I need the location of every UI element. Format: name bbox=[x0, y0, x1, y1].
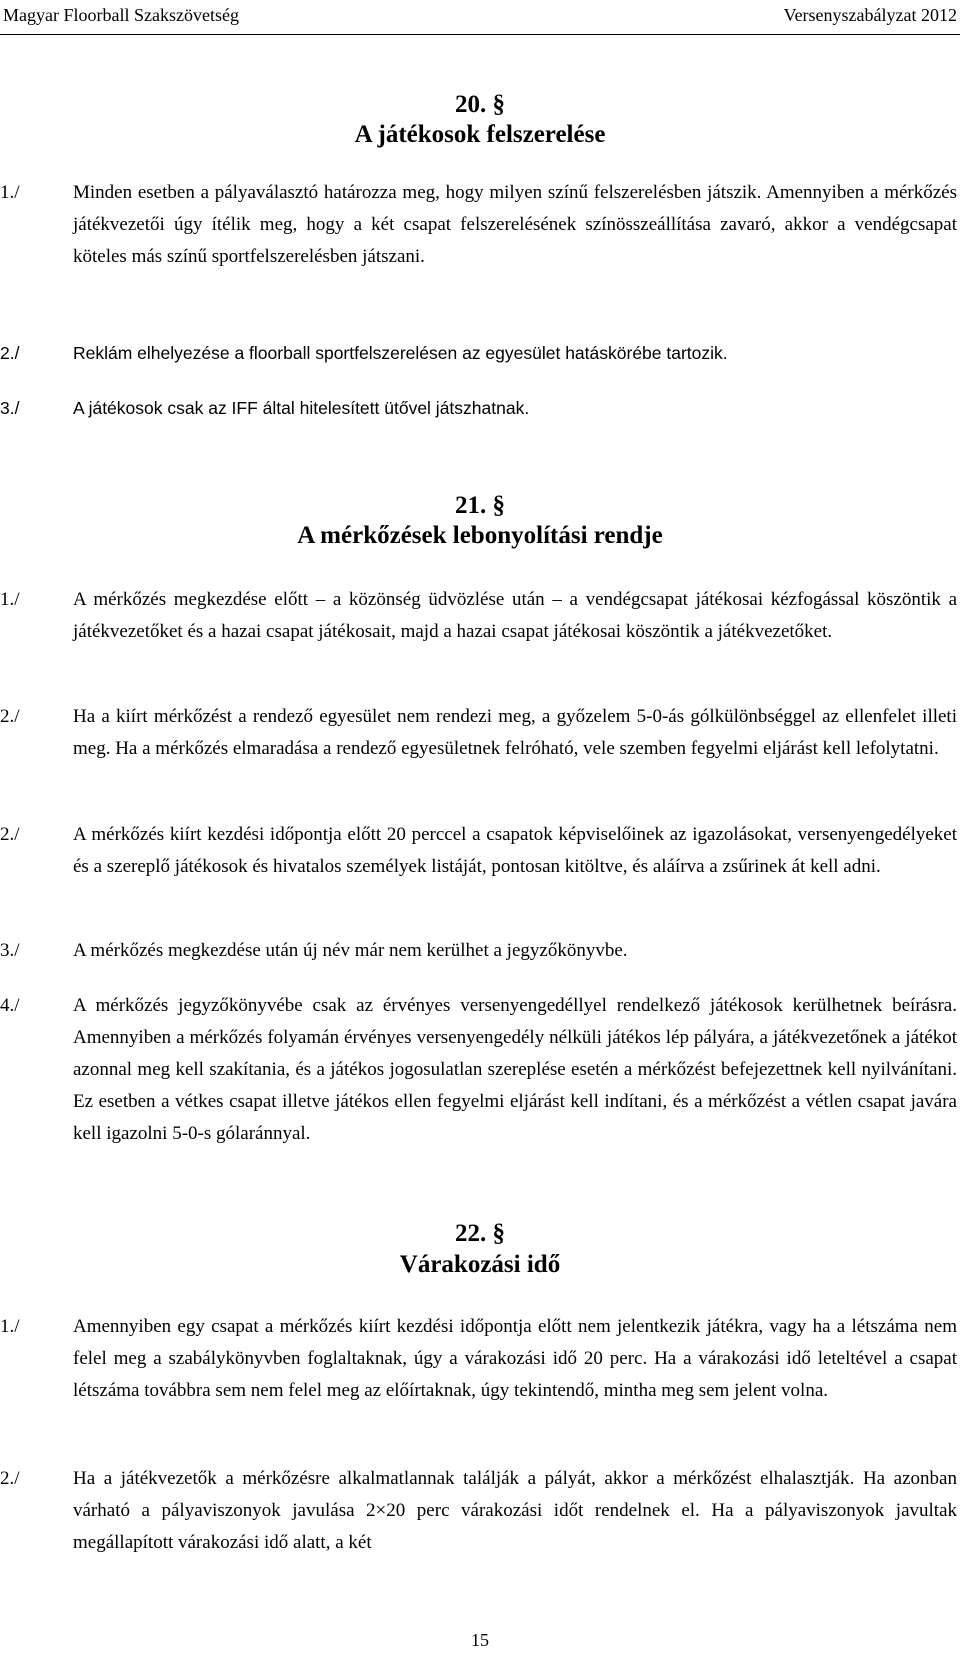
page-header bbox=[0, 4, 960, 35]
section-22-title: Várakozási idő bbox=[399, 1251, 561, 1278]
item-number: 2./ bbox=[0, 343, 20, 363]
header-document-title: Versenyszabályzat 2012 bbox=[783, 5, 957, 25]
page-number: 15 bbox=[471, 1630, 489, 1650]
item-number: 1./ bbox=[0, 1316, 20, 1337]
item-number: 2./ bbox=[0, 824, 20, 845]
section-20-title: A játékosok felszerelése bbox=[354, 121, 606, 148]
item-number: 1./ bbox=[0, 182, 20, 203]
item-number: 2./ bbox=[0, 1468, 20, 1489]
item-number: 4./ bbox=[0, 995, 20, 1016]
item-text: A mérkőzés megkezdése után új név már nem kerülhet a jegyzőkönyvbe. bbox=[73, 940, 628, 961]
item-number: 3./ bbox=[0, 398, 20, 418]
item-text: Ha a kiírt mérkőzést a rendező egyesület nem rendezi meg, a győzelem 5-0-ás gólkülönbséggel az ellenfelet illeti meg. Ha a mérkőzés elmaradása a rendező egyesületnek felróható, vele szemben fegyelmi eljárást kell lefolytatni. bbox=[73, 706, 957, 759]
item-text: A játékosok csak az IFF által hitelesített ütővel játszhatnak. bbox=[73, 398, 530, 418]
section-21-title: A mérkőzések lebonyolítási rendje bbox=[297, 522, 663, 549]
section-22-number: 22. § bbox=[455, 1220, 505, 1247]
item-text: Reklám elhelyezése a floorball sportfelszerelésen az egyesület hatáskörébe tartozik. bbox=[73, 343, 728, 363]
item-number: 2./ bbox=[0, 706, 20, 727]
item-text: Ha a játékvezetők a mérkőzésre alkalmatlannak találják a pályát, akkor a mérkőzést elhalasztják. Ha azonban várható a pályaviszonyok javulása 2×20 perc várakozási időt rendelnek el. Ha a pályaviszonyok javultak megállapított várakozási idő alatt, a két bbox=[73, 1468, 957, 1553]
item-number: 3./ bbox=[0, 940, 20, 961]
header-organization: Magyar Floorball Szakszövetség bbox=[3, 5, 239, 25]
item-text: A mérkőzés megkezdése előtt – a közönség üdvözlése után – a vendégcsapat játékosai kézfogással köszöntik a játékvezetőket és a hazai csapat játékosait, majd a hazai csapat játékosai köszöntik a játékvezetőket. bbox=[73, 589, 957, 642]
item-number: 1./ bbox=[0, 589, 20, 610]
section-21-number: 21. § bbox=[455, 492, 505, 519]
item-text: A mérkőzés kiírt kezdési időpontja előtt 20 perccel a csapatok képviselőinek az igazolásokat, versenyengedélyeket és a szereplő játékosok és hivatalos személyek listáját, pontosan kitöltve, és aláírva a zsűrinek át kell adni. bbox=[73, 824, 957, 877]
section-20-number: 20. § bbox=[455, 91, 505, 118]
item-text: Minden esetben a pályaválasztó határozza meg, hogy milyen színű felszerelésben játszik. Amennyiben a mérkőzés játékvezetői úgy ítélik meg, hogy a két csapat felszerelésének színösszeállítása zavaró, akkor a vendégcsapat köteles más színű sportfelszerelésben játszani. bbox=[73, 182, 957, 267]
item-text: A mérkőzés jegyzőkönyvébe csak az érvényes versenyengedéllyel rendelkező játékosok kerülhetnek beírásra. Amennyiben a mérkőzés folyamán érvényes versenyengedély nélküli játékos lép pályára, a játékvezetőnek a játékot azonnal meg kell szakítania, és a játékos jogosulatlan szereplése esetén a mérkőzést befejezettnek kell nyilvánítani. Ez esetben a vétkes csapat illetve játékos ellen fegyelmi eljárást kell indítani, és a mérkőzést a vétlen csapat javára kell igazolni 5-0-s gólaránnyal. bbox=[73, 995, 957, 1144]
item-text: Amennyiben egy csapat a mérkőzés kiírt kezdési időpontja előtt nem jelentkezik játékra, vagy ha a létszáma nem felel meg a szabálykönyvben foglaltaknak, úgy a várakozási idő 20 perc. Ha a várakozási idő leteltével a csapat létszáma továbbra sem nem felel meg az előírtaknak, úgy tekintendő, mintha meg sem jelent volna. bbox=[73, 1316, 957, 1401]
